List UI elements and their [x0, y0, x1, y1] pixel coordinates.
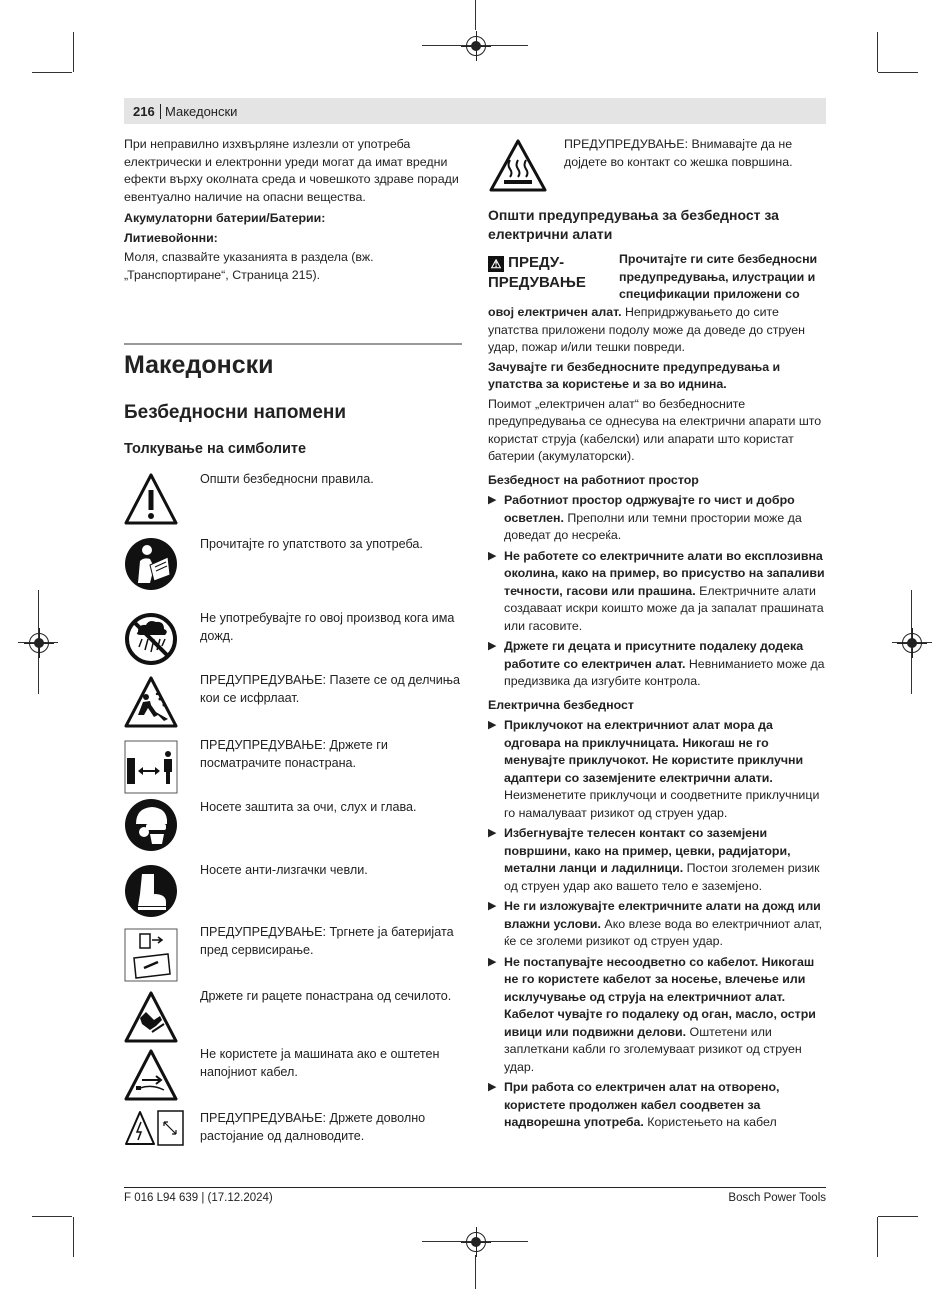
list-item: ▶ Држете ги децата и присутните подалеку додека работите со електричен алат. Невниманието може да предизвика да изгубите контрола. — [488, 639, 825, 688]
damaged-cable-icon — [124, 1048, 178, 1102]
eye-ear-head-protection-icon — [124, 798, 178, 852]
flying-debris-icon — [124, 675, 178, 729]
general-warnings-heading: Општи предупредувања за безбедност за електрични алати — [488, 207, 779, 242]
registration-mark-right — [902, 633, 922, 653]
crop-mark-br-v — [877, 1217, 878, 1257]
bullet-arrow-icon: ▶ — [488, 827, 497, 839]
symbol-text-5: ПРЕДУПРЕДУВАЊЕ: Држете ги посматрачите понастрана. — [200, 738, 388, 770]
section-rule — [124, 343, 462, 345]
electrical-heading: Електрична безбедност — [488, 697, 634, 712]
left-intro — [124, 136, 462, 286]
non-slip-boots-icon — [124, 864, 178, 918]
crop-mark-tl-h — [32, 72, 72, 73]
work-area-heading: Безбедност на работниот простор — [488, 472, 699, 487]
warning-bold-line: Прочитајте ги сите безбедносни — [619, 252, 818, 266]
no-rain-icon — [124, 612, 178, 666]
list-item: ▶ Не ги изложувајте електричните алати на дожд или влажни услови. Ако влезе вода во електричниот алат, ќе се зголеми ризикот од струен удар. — [488, 899, 823, 948]
crop-mark-bl-h — [32, 1216, 72, 1217]
section-subtitle: Безбедносни напомени — [124, 402, 347, 423]
crop-mark-bl-v — [73, 1217, 74, 1257]
footer-brand: Bosch Power Tools — [728, 1192, 826, 1204]
symbols-heading: Толкување на симболите — [124, 441, 307, 457]
bullet-arrow-icon: ▶ — [488, 1081, 497, 1093]
register-line-bottom — [475, 1255, 476, 1289]
hands-away-blade-icon — [124, 990, 178, 1044]
registration-mark-bottom — [466, 1232, 486, 1252]
section-title: Македонски — [124, 351, 274, 379]
header-separator — [160, 104, 161, 119]
header-language: Македонски — [165, 104, 238, 119]
hot-surface-icon — [488, 138, 548, 194]
registration-mark-left — [29, 633, 49, 653]
right-body — [488, 304, 826, 1135]
list-item: ▶ Не работете со електричните алати во експлозивна околина, како на пример, во присуство на запаливи течности, гасови или прашина. Електричните алати создаваат искри коишто може да ја запалат прашината или гасовите. — [488, 548, 825, 633]
symbol-text-4: ПРЕДУПРЕДУВАЊЕ: Пазете се од делчиња кои се исфрлаат. — [200, 673, 461, 705]
symbol-text-2: Прочитајте го упатството за употреба. — [200, 537, 423, 551]
warning-bold-line: предупредувања, илустрации и — [619, 269, 816, 284]
bullet-arrow-icon: ▶ — [488, 494, 497, 506]
symbol-text-7: Носете анти-лизгачки чевли. — [200, 863, 368, 877]
crop-mark-tr-h — [878, 72, 918, 73]
warning-bold-lines — [619, 251, 826, 304]
intro-paragraph: При неправилно изхвърляне излезли от употреба електрически и електронни уреди могат да имат вредни ефекти върху околната среда и човешкото здраве поради евентуално наличие на опасни вещества. — [124, 137, 459, 204]
bullet-arrow-icon: ▶ — [488, 719, 497, 731]
symbol-text-6: Носете заштита за очи, слух и глава. — [200, 800, 417, 814]
warning-bold-tail: овој електричен алат. — [488, 305, 622, 319]
remove-battery-icon — [124, 928, 178, 982]
symbol-text-11: ПРЕДУПРЕДУВАЊЕ: Држете доволно растојание од далноводите. — [200, 1111, 426, 1143]
hot-surface-text: ПРЕДУПРЕДУВАЊЕ: Внимавајте да не дојдете во контакт со жешка површина. — [564, 137, 793, 169]
list-item: ▶ Не постапувајте несоодветно со кабелот. Никогаш не го користете кабелот за носење, влечење или исклучување од струја на електричниот алат. Кабелот чувајте го подалеку од оган, масло, остри ивици или подвижни делови. Оштетени или заплеткани кабли го зголемуваат ризикот од струен удар. — [488, 954, 816, 1074]
symbol-text-3: Не употребувајте го овој производ кога има дожд. — [200, 611, 455, 643]
symbol-text-10: Не користете ја машината ако е оштетен напојниот кабел. — [200, 1047, 440, 1079]
bullet-arrow-icon: ▶ — [488, 955, 497, 968]
list-item: ▶ Работниот простор одржувајте го чист и добро осветлен. Преполни или темни простории може да доведат до несреќа. — [488, 493, 802, 542]
symbol-text-9: Држете ги рацете понастрана од сечилото. — [200, 989, 452, 1003]
symbol-text-8: ПРЕДУПРЕДУВАЊЕ: Тргнете ја батеријата пред сервисирање. — [200, 925, 454, 957]
bullet-arrow-icon: ▶ — [488, 900, 497, 912]
registration-mark-top — [466, 36, 486, 56]
crop-mark-tr-v — [877, 32, 878, 72]
footer-document-id: F 016 L94 639 | (17.12.2024) — [124, 1192, 273, 1204]
warning-triangle-icon — [124, 472, 178, 526]
warning-normal-text: Непридржувањето до сите упатства приложени подолу може да доведе до струен удар, пожар и/или тешки повреди. — [488, 305, 805, 354]
lithium-heading: Литиевойонни: — [124, 230, 218, 245]
list-item: ▶ Избегнувајте телесен контакт со заземјени површини, како на пример, цевки, радијатори, метални ланци и ладилници. Постои зголемен ризик од струен удар ако вашето тело е заземјено. — [488, 826, 820, 893]
list-item: ▶ При работа со електричен алат на отворено, користете продолжен кабел соодветен за надворешна употреба. Користењето на кабел — [488, 1080, 780, 1129]
page-number: 216 — [133, 104, 155, 119]
symbol-text-1: Општи безбедносни правила. — [200, 472, 374, 486]
warning-label-line-1: ПРЕДУ- — [508, 254, 565, 271]
transport-note: Моля, спазвайте указанията в раздела (вж. „Транспортиране“, Страница 215). — [124, 250, 374, 282]
bullet-arrow-icon: ▶ — [488, 549, 497, 562]
warning-label — [488, 253, 613, 293]
warning-sign-icon: ⚠ — [488, 256, 504, 272]
warning-label-line-2: ПРЕДУВАЊЕ — [488, 274, 586, 291]
crop-mark-br-h — [878, 1216, 918, 1217]
footer-rule — [124, 1187, 826, 1188]
term-paragraph: Поимот „електричен алат“ во безбедносните предупредувања се однесува на електрични апарати што користат струја (кабелски) или апарати што користат батерии (акумулаторски). — [488, 396, 822, 463]
read-manual-icon — [124, 537, 178, 591]
power-lines-distance-icon — [124, 1110, 184, 1146]
bullet-arrow-icon: ▶ — [488, 640, 497, 652]
batteries-heading: Акумулаторни батерии/Батерии: — [124, 211, 326, 225]
crop-mark-tl-v — [73, 32, 74, 72]
keep-instructions: Зачувајте ги безбедносните предупредувања и упатства за користење и за во иднина. — [488, 359, 781, 391]
warning-bold-line: спецификации приложени со — [619, 287, 800, 301]
keep-bystanders-away-icon — [124, 740, 178, 794]
list-item: ▶ Приклучокот на електричниот алат мора да одговара на приклучницата. Никогаш не го менувајте приклучокот. Не користите приклучни адаптери со заземјените електрични алати. Неизменетите приклучоци и соодветните приклучници го намалуваат ризикот од струен удар. — [488, 718, 820, 820]
register-line-top — [475, 0, 476, 30]
